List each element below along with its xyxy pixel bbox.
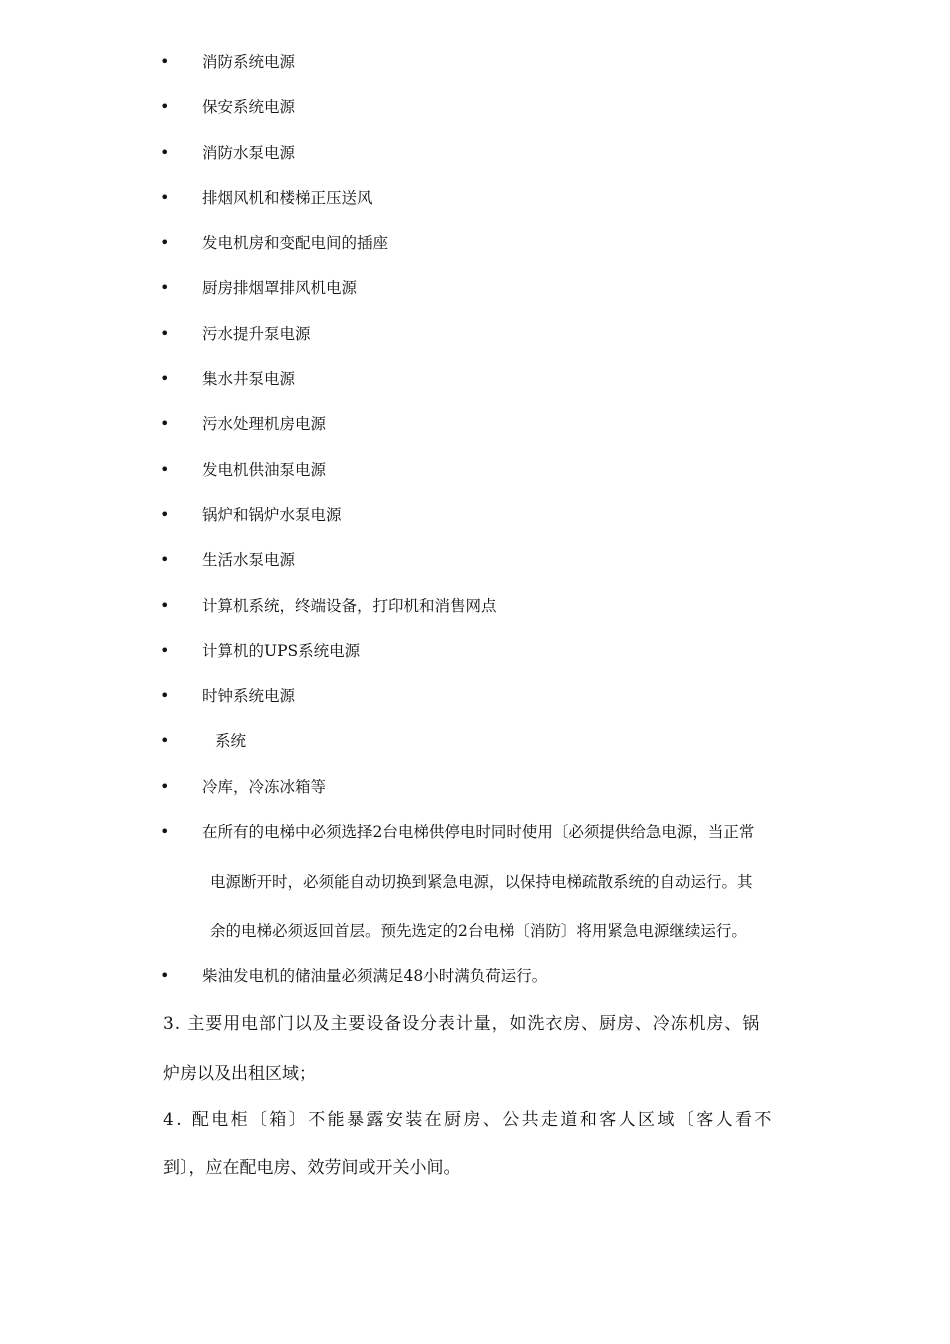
list-item xyxy=(160,95,810,140)
power-supply-bullet-list xyxy=(160,50,810,1009)
list-item-text: 系统 xyxy=(215,732,247,751)
bullet-icon: • xyxy=(160,686,170,706)
list-item-text: 发电机房和变配电间的插座 xyxy=(202,234,389,253)
bullet-icon: • xyxy=(160,97,170,117)
list-item xyxy=(160,367,810,412)
list-item xyxy=(160,458,810,503)
list-item-text: 计算机系统，终端设备，打印机和消售网点 xyxy=(202,596,497,615)
list-item xyxy=(160,684,810,729)
list-item-text: 排烟风机和楼梯正压送风 xyxy=(202,188,373,207)
bullet-icon: • xyxy=(160,233,170,253)
bullet-icon: • xyxy=(160,278,170,298)
list-item-text: 生活水泵电源 xyxy=(202,551,296,570)
list-item-text: 锅炉和锅炉水泵电源 xyxy=(202,505,342,524)
paragraph-3-line-1: 3. 主要用电部门以及主要设备设分表计量，如洗衣房、厨房、冷冻机房、锅 xyxy=(163,1014,761,1034)
list-item-diesel xyxy=(160,964,810,1009)
list-item xyxy=(160,50,810,95)
bullet-icon: • xyxy=(160,595,170,615)
bullet-icon: • xyxy=(160,966,170,986)
list-item-text: 集水井泵电源 xyxy=(202,370,296,389)
paragraph-4-line-1: 4. 配电柜〔箱〕不能暴露安装在厨房、公共走道和客人区域〔客人看不 xyxy=(163,1110,774,1130)
bullet-icon: • xyxy=(160,323,170,343)
list-item xyxy=(160,186,810,231)
bullet-icon: • xyxy=(160,550,170,570)
list-item xyxy=(160,548,810,593)
list-item xyxy=(160,594,810,639)
bullet-icon: • xyxy=(160,187,170,207)
list-item-text: 厨房排烟罩排风机电源 xyxy=(202,279,358,298)
bullet-icon: • xyxy=(160,504,170,524)
list-item xyxy=(160,639,810,684)
list-item xyxy=(160,322,810,367)
list-item-text: 消防系统电源 xyxy=(202,53,296,71)
bullet-icon: • xyxy=(160,414,170,434)
list-item xyxy=(160,729,810,774)
list-item-text: 污水提升泵电源 xyxy=(202,324,311,343)
bullet-icon: • xyxy=(160,459,170,479)
bullet-icon: • xyxy=(160,369,170,389)
list-item xyxy=(160,412,810,457)
elevator-text-line-3: 余的电梯必须返回首层。预先选定的2台电梯〔消防〕将用紧急电源继续运行。 xyxy=(210,922,747,941)
list-item-text: 时钟系统电源 xyxy=(202,687,296,706)
elevator-text-line-2: 电源断开时，必须能自动切换到紧急电源，以保持电梯疏散系统的自动运行。其 xyxy=(210,873,753,892)
bullet-icon: • xyxy=(160,142,170,162)
bullet-icon: • xyxy=(160,640,170,660)
bullet-icon: • xyxy=(160,776,170,796)
list-item-text: 污水处理机房电源 xyxy=(202,415,327,434)
list-item xyxy=(160,276,810,321)
list-item xyxy=(160,775,810,820)
list-item-text: 保安系统电源 xyxy=(202,98,296,117)
list-item xyxy=(160,141,810,186)
list-item-text: 计算机的UPS系统电源 xyxy=(202,641,361,660)
list-item xyxy=(160,231,810,276)
list-item-text: 冷库，冷冻冰箱等 xyxy=(202,777,327,796)
elevator-text-line-1: 在所有的电梯中必须选择2台电梯供停电时同时使用〔必须提供给急电源，当正常 xyxy=(202,823,755,842)
bullet-icon: • xyxy=(160,52,170,71)
list-item-text: 柴油发电机的储油量必须满足48小时满负荷运行。 xyxy=(202,967,548,986)
paragraph-3-line-2: 炉房以及出租区域； xyxy=(163,1064,316,1084)
list-item xyxy=(160,503,810,548)
list-item-text: 消防水泵电源 xyxy=(202,143,296,162)
list-item-text: 发电机供油泵电源 xyxy=(202,460,327,479)
bullet-icon: • xyxy=(160,822,170,842)
paragraph-4-line-2: 到〕，应在配电房、效劳间或开关小间。 xyxy=(163,1158,461,1178)
bullet-icon: • xyxy=(160,731,170,751)
list-item-elevator xyxy=(160,820,810,964)
